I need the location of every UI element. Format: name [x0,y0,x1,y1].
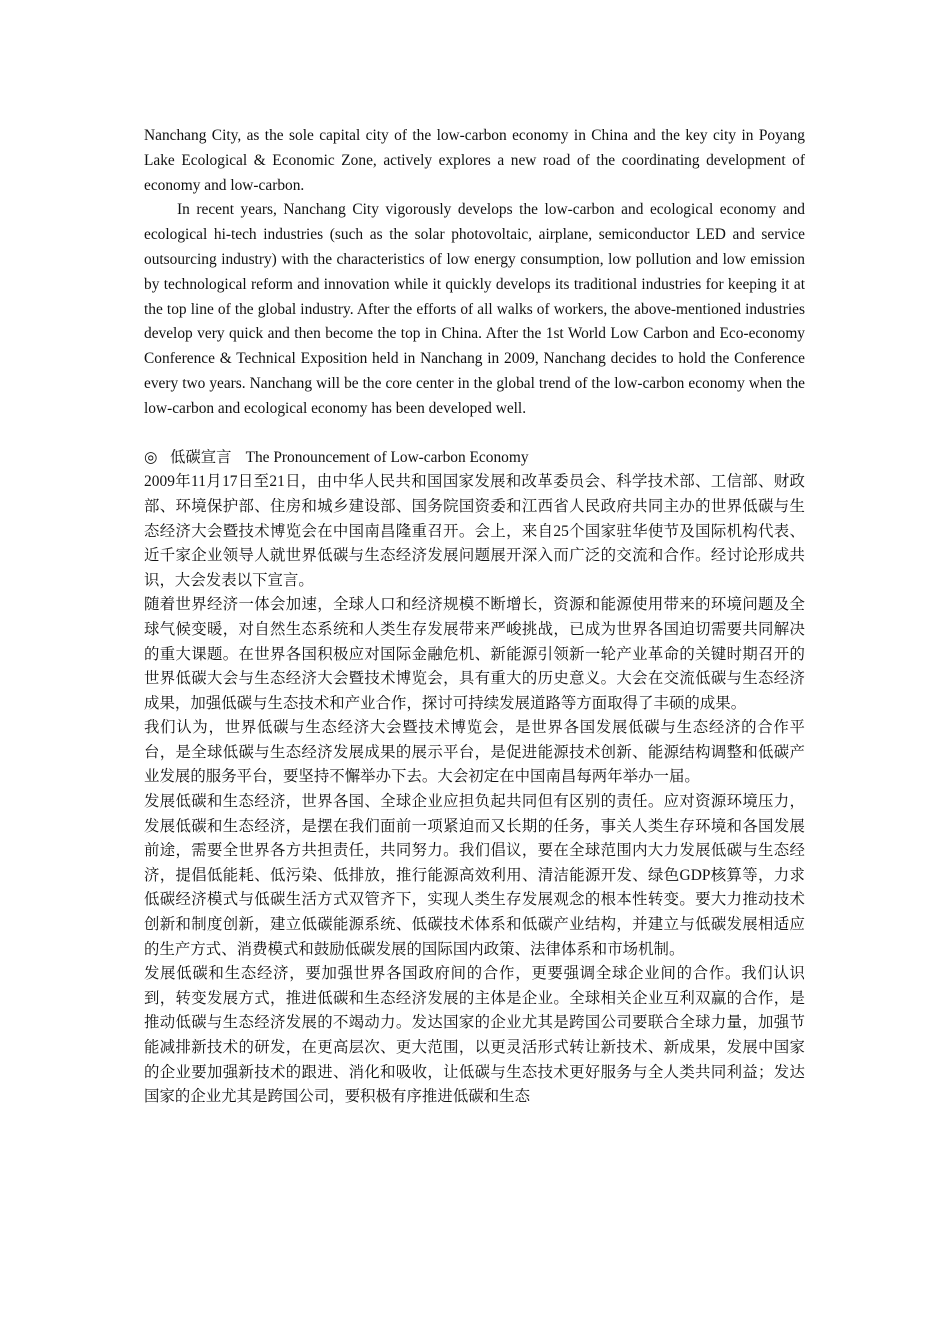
intro-paragraph-1: Nanchang City, as the sole capital city of the low-carbon economy in China and the key city in Poyang Lake Ecological & Economic Zone, actively explores a new road of the coordinating development of economy and low-carbon. [144,127,805,194]
declaration-paragraph-1: 2009年11月17日至21日，由中华人民共和国国家发展和改革委员会、科学技术部、工信部、财政部、环境保护部、住房和城乡建设部、国务院国资委和江西省人民政府共同主办的世界低碳与生态经济大会暨技术博览会在中国南昌隆重召开。会上，来自25个国家驻华使节及国际机构代表、近千家企业领导人就世界低碳与生态经济发展问题展开深入而广泛的交流和合作。经讨论形成共识，大会发表以下宣言。 [144,473,805,589]
declaration-paragraph-4: 发展低碳和生态经济，世界各国、全球企业应担负起共同但有区别的责任。应对资源环境压力，发展低碳和生态经济，是摆在我们面前一项紧迫而又长期的任务，事关人类生存环境和各国发展前途，需要全世界各方共担责任，共同努力。我们倡议，要在全球范围内大力发展低碳与生态经济，提倡低能耗、低污染、低排放，推行能源高效利用、清洁能源开发、绿色GDP核算等，力求低碳经济模式与低碳生活方式双管齐下，实现人类生存发展观念的根本性转变。要大力推动技术创新和制度创新，建立低碳能源系统、低碳技术体系和低碳产业结构，并建立与低碳发展相适应的生产方式、消费模式和鼓励低碳发展的国际国内政策、法律体系和市场机制。 [144,793,805,958]
section-title-en: The Pronouncement of Low-carbon Economy [245,448,529,466]
section-heading [144,446,805,471]
section-title-zh: 低碳宣言 [170,448,232,466]
section-bullet-icon: ◎ [144,448,158,466]
intro-paragraph-2: In recent years, Nanchang City vigorously develops the low-carbon and ecological economy and ecological hi-tech industries (such as the solar photovoltaic, airplane, semiconductor LED and service outsourcing industry) with the characteristics of low energy consumption, low pollution and low emission by technological reform and innovation while it quickly develops its traditional industries for keeping it at the top line of the global industry. After the efforts of all walks of workers, the above-mentioned industries develop very quick and then become the top in China. After the 1st World Low Carbon and Eco-economy Conference & Technical Exposition held in Nanchang in 2009, Nanchang decides to hold the Conference every two years. Nanchang will be the core center in the global trend of the low-carbon economy when the low-carbon and ecological economy has been developed well. [144,201,805,417]
section-gap [144,422,805,446]
declaration-paragraph-3: 我们认为，世界低碳与生态经济大会暨技术博览会，是世界各国发展低碳与生态经济的合作平台，是全球低碳与生态经济发展成果的展示平台，是促进能源技术创新、能源结构调整和低碳产业发展的服务平台，要坚持不懈举办下去。大会初定在中国南昌每两年举办一届。 [144,719,805,786]
document-page [144,124,805,1110]
declaration-paragraph-5: 发展低碳和生态经济，要加强世界各国政府间的合作，更要强调全球企业间的合作。我们认识到，转变发展方式，推进低碳和生态经济发展的主体是企业。全球相关企业互利双赢的合作，是推动低碳与生态经济发展的不竭动力。发达国家的企业尤其是跨国公司要联合全球力量，加强节能减排新技术的研发，在更高层次、更大范围，以更灵活形式转让新技术、新成果，发展中国家的企业要加强新技术的跟进、消化和吸收，让低碳与生态技术更好服务与全人类共同利益；发达国家的企业尤其是跨国公司，要积极有序推进低碳和生态 [144,965,805,1106]
declaration-paragraph-2: 随着世界经济一体会加速，全球人口和经济规模不断增长，资源和能源使用带来的环境问题及全球气候变暖，对自然生态系统和人类生存发展带来严峻挑战，已成为世界各国迫切需要共同解决的重大课题。在世界各国积极应对国际金融危机、新能源引领新一轮产业革命的关键时期召开的世界低碳大会与生态经济大会暨技术博览会，具有重大的历史意义。大会在交流低碳与生态经济成果，加强低碳与生态技术和产业合作，探讨可持续发展道路等方面取得了丰硕的成果。 [144,596,805,712]
